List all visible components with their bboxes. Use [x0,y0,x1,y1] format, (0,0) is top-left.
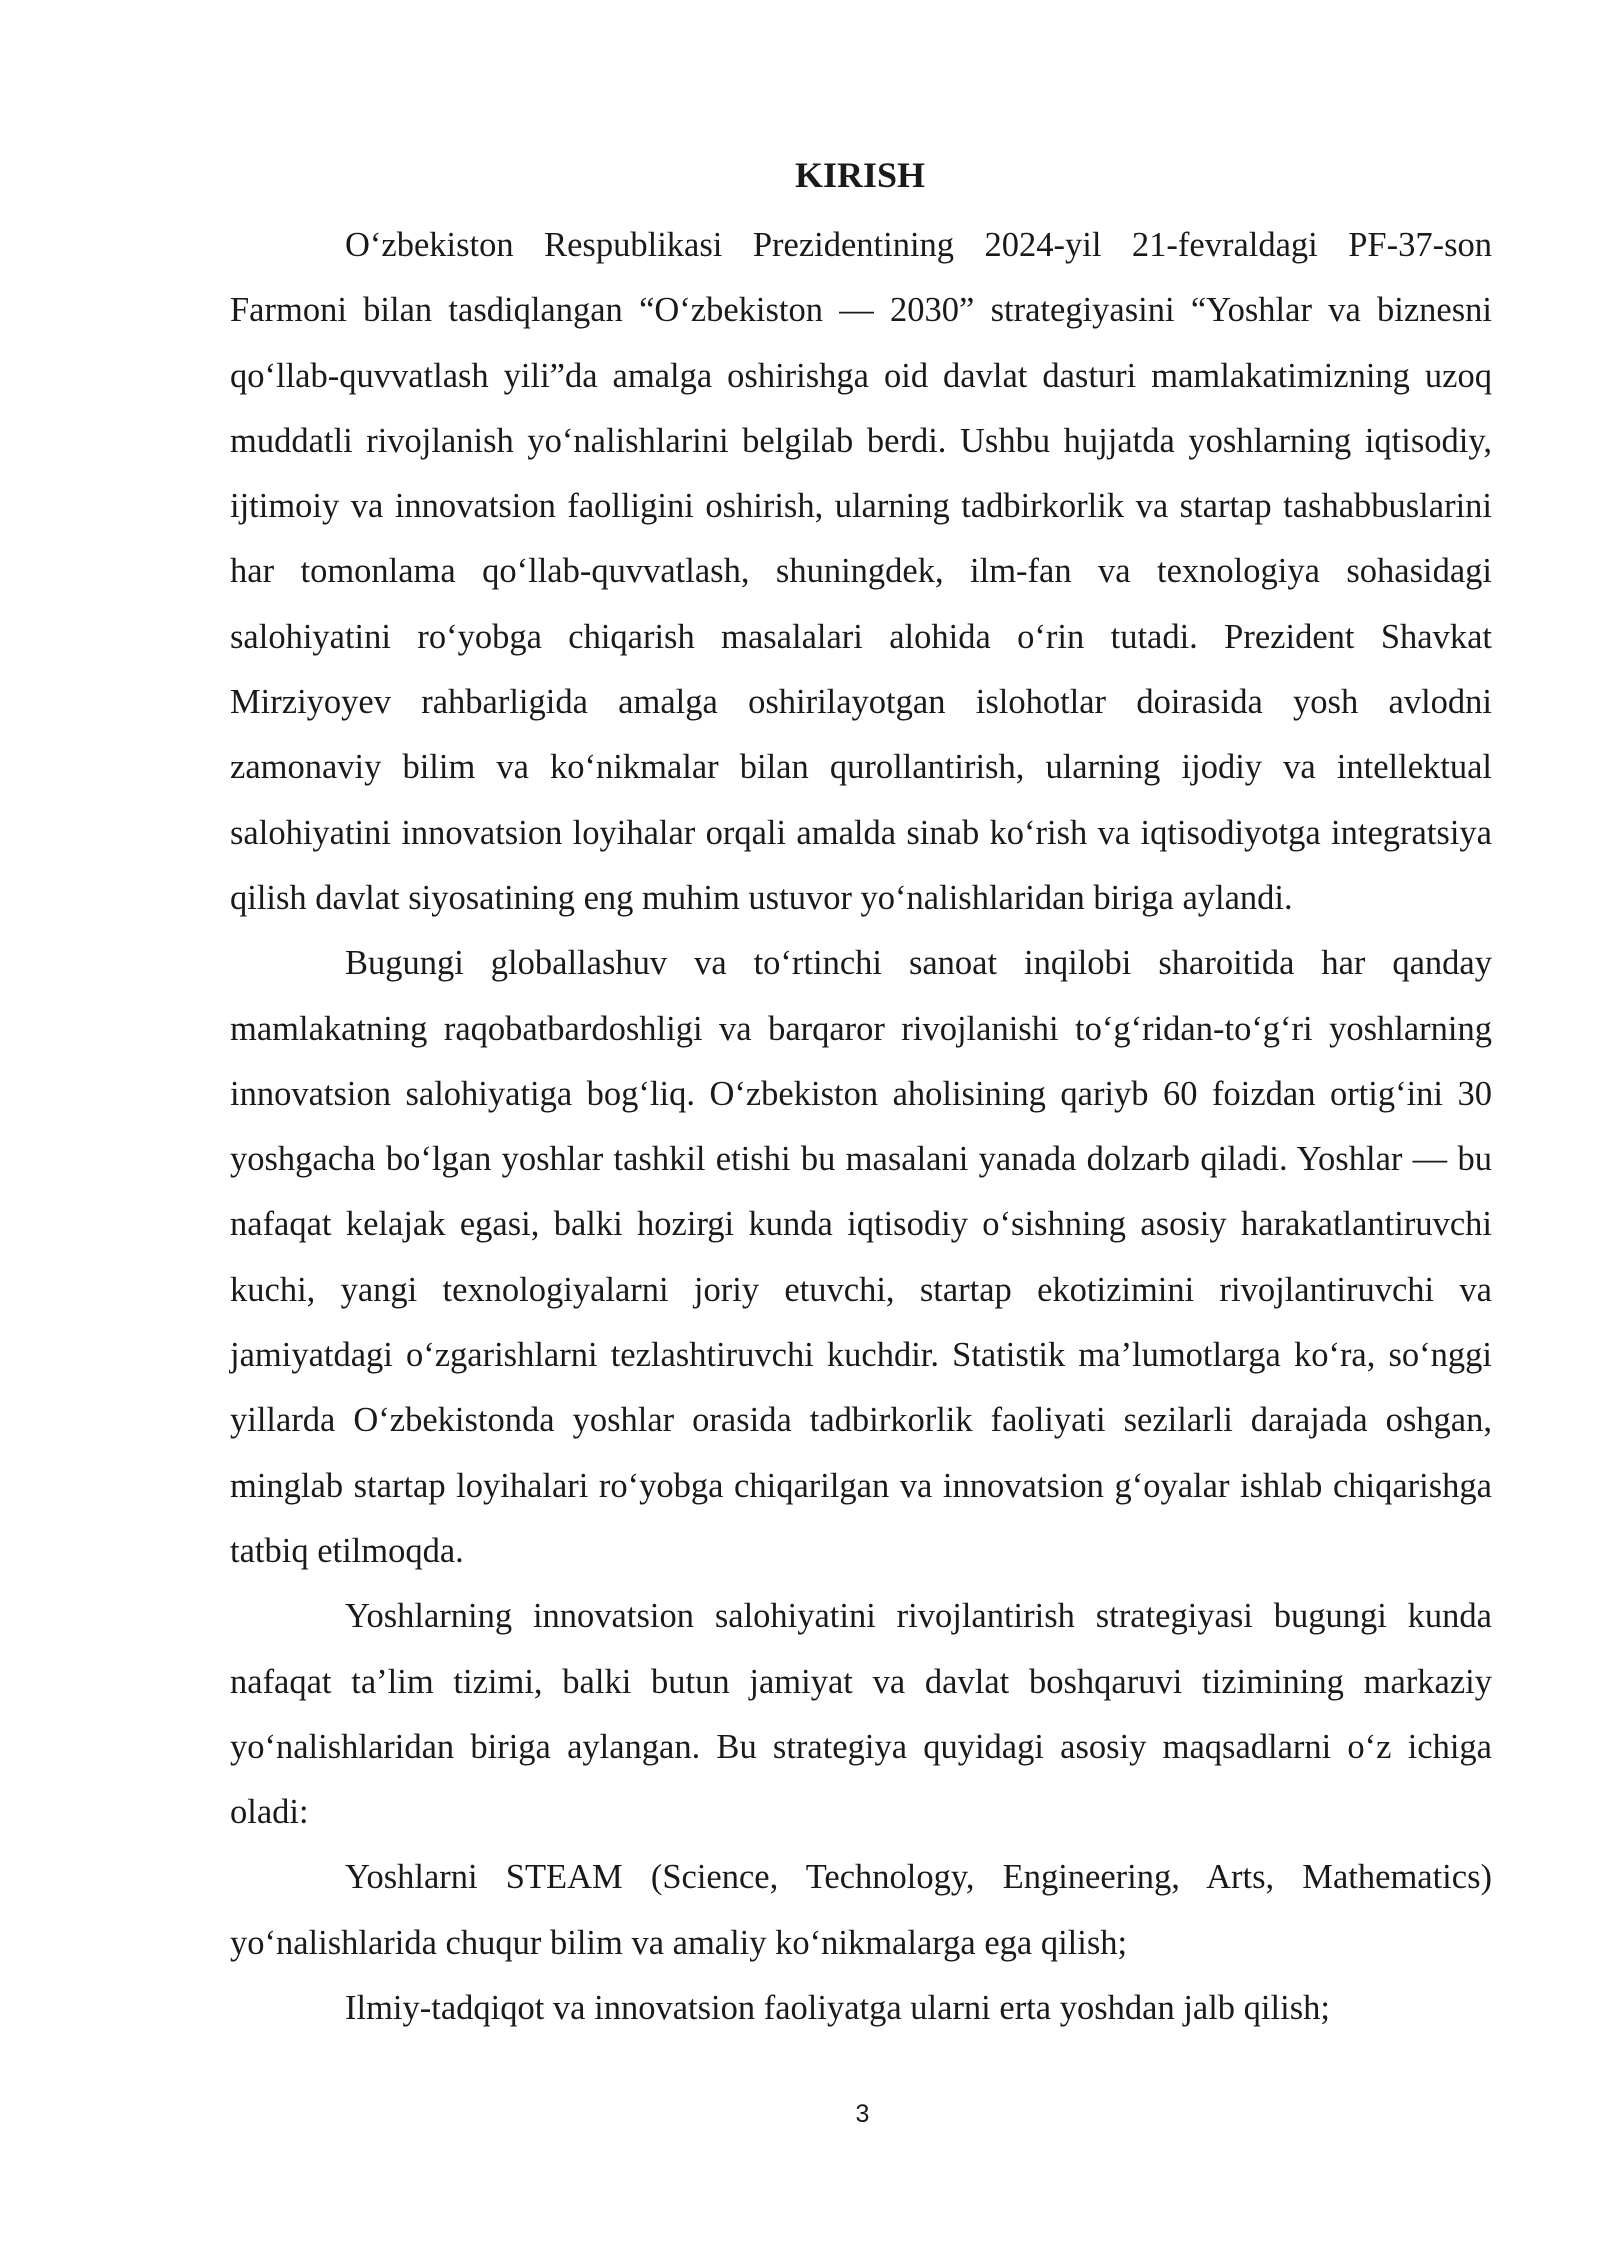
page-number: 3 [855,2100,870,2128]
paragraph: Bugungi globallashuv va to‘rtinchi sanoat inqilobi sharoitida har qanday mamlakatning raqobatbardoshligi va barqaror rivojlanishi to‘g‘ridan-to‘g‘ri yoshlarning innovatsion salohiyatiga bog‘liq. O‘zbekiston aholisining qariyb 60 foizdan ortig‘ini 30 yoshgacha bo‘lgan yoshlar tashkil etishi bu masalani yanada dolzarb qiladi. Yoshlar — bu nafaqat kelajak egasi, balki hozirgi kunda iqtisodiy o‘sishning asosiy harakatlantiruvchi kuchi, yangi texnologiyalarni joriy etuvchi, startap ekotizimini rivojlantiruvchi va jamiyatdagi o‘zgarishlarni tezlashtiruvchi kuchdir. Statistik ma’lumotlarga ko‘ra, so‘nggi yillarda O‘zbekistonda yoshlar orasida tadbirkorlik faoliyati sezilarli darajada oshgan, minglab startap loyihalari ro‘yobga chiqarilgan va innovatsion g‘oyalar ishlab chiqarishga tatbiq etilmoqda. [230,944,1492,1570]
paragraph: Yoshlarni STEAM (Science, Technology, Engineering, Arts, Mathematics) yo‘nalishlarida chuqur bilim va amaliy ko‘nikmalarga ega qilish; [230,1858,1492,1962]
body-text [230,213,1492,2041]
page-title: KIRISH [794,155,926,195]
paragraph: Ilmiy-tadqiqot va innovatsion faoliyatga ularni erta yoshdan jalb qilish; [345,1989,1330,2028]
paragraph: Yoshlarning innovatsion salohiyatini rivojlantirish strategiyasi bugungi kunda nafaqat ta’lim tizimi, balki butun jamiyat va davlat boshqaruvi tizimining markaziy yo‘nalishlaridan biriga aylangan. Bu strategiya quyidagi asosiy maqsadlarni o‘z ichiga oladi: [230,1597,1492,1832]
paragraph: O‘zbekiston Respublikasi Prezidentining 2024-yil 21-fevraldagi PF-37-son Farmoni bilan tasdiqlangan “O‘zbekiston — 2030” strategiyasini “Yoshlar va biznesni qo‘llab-quvvatlash yili”da amalga oshirishga oid davlat dasturi mamlakatimizning uzoq muddatli rivojlanish yo‘nalishlarini belgilab berdi. Ushbu hujjatda yoshlarning iqtisodiy, ijtimoiy va innovatsion faolligini oshirish, ularning tadbirkorlik va startap tashabbuslarini har tomonlama qo‘llab-quvvatlash, shuningdek, ilm-fan va texnologiya sohasidagi salohiyatini ro‘yobga chiqarish masalalari alohida o‘rin tutadi. Prezident Shavkat Mirziyoyev rahbarligida amalga oshirilayotgan islohotlar doirasida yosh avlodni zamonaviy bilim va ko‘nikmalar bilan qurollantirish, ularning ijodiy va intellektual salohiyatini innovatsion loyihalar orqali amalda sinab ko‘rish va iqtisodiyotga integratsiya qilish davlat siyosatining eng muhim ustuvor yo‘nalishlaridan biriga aylandi. [230,226,1492,917]
